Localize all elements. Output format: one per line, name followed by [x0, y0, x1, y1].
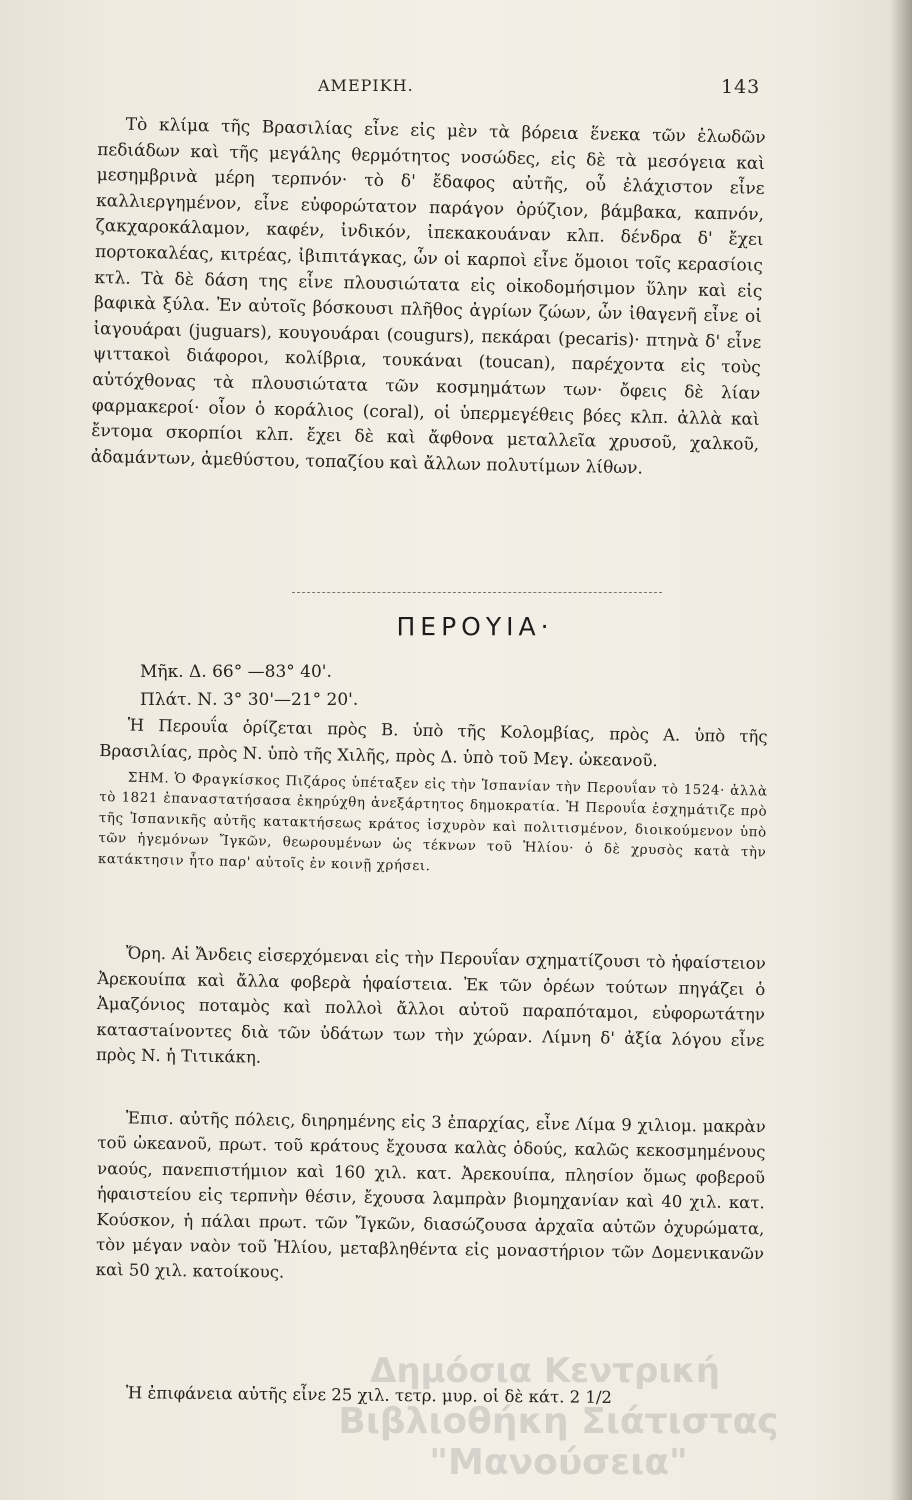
note-paragraph: ΣΗΜ. Ὁ Φραγκίσκος Πιζάρος ὑπέταξεν εἰς τὴν Ἱσπανίαν τὴν Περουΐαν τὸ 1524· ἀλλὰ τὸ 1821 ἐπαναστατήσασα ἐκηρύχθη ἀνεξάρτητος δημοκρατία. Ἡ Περουΐα ἐσχημάτιζε πρὸ τῆς Ἱσπανικῆς αὐτῆς κατακτήσεως κράτος ἰσχυρὸν καὶ πολιτισμένον, διοικούμενον ὑπὸ τῶν ἡγεμόνων Ἴγκῶν, θεωρουμένων ὡς τέκνων τοῦ Ἡλίου· ὁ δὲ χρυσὸς κατὰ τὴν κατάκτησιν ἦτο παρ' αὐτοῖς ἐν κοινῇ χρήσει.: [97, 770, 768, 874]
page-number: 143: [721, 76, 761, 98]
borders-paragraph: Ἡ Περουΐα ὁρίζεται πρὸς Β. ὑπὸ τῆς Κολομβίας, πρὸς Α. ὑπὸ τῆς Βρασιλίας, πρὸς Ν. ὑπὸ τῆς Χιλῆς, πρὸς Δ. ὑπὸ τοῦ Μεγ. ὠκεανοῦ.: [99, 715, 768, 770]
cities-section: [96, 1105, 766, 1292]
area-paragraph: Ἡ ἐπιφάνεια αὐτῆς εἶνε 25 χιλ. τετρ. μυρ. οἱ δὲ κάτ. 2 1/2: [125, 1383, 613, 1407]
historical-note: [98, 768, 768, 885]
section-title-peru: ΠΕΡΟΥΙΑ·: [396, 612, 554, 641]
brazil-climate-section: [90, 112, 765, 484]
watermark-line-2: Βιβλιοθήκη Σιάτιστας "Μανούσεια": [338, 1401, 779, 1483]
coordinates: [108, 658, 358, 714]
running-head: [0, 70, 912, 100]
running-head-title: ΑΜΕΡΙΚΗ.: [318, 76, 414, 95]
page-edge-shadow: [890, 0, 912, 1500]
watermark-line-1: Δημόσια Κεντρική: [370, 1351, 720, 1391]
section-divider: [292, 592, 662, 593]
longitude-line: Μῆκ. Δ. 66° —83° 40'.: [140, 662, 332, 682]
latitude-line: Πλάτ. Ν. 3° 30'—21° 20'.: [140, 690, 359, 710]
library-watermark: [0, 1345, 912, 1483]
cities-paragraph: Ἐπισ. αὐτῆς πόλεις, διηρημένης εἰς 3 ἐπαρχίας, εἶνε Λίμα 9 χιλιομ. μακρὰν τοῦ ὠκεανοῦ, πρωτ. τοῦ κράτους ἔχουσα καλὰς ὁδούς, καλῶς κεκοσμημένους ναούς, πανεπιστήμιον καὶ 160 χιλ. κατ. Ἀρεκουίπα, πλησίον ὅμως φοβεροῦ ἡφαιστείου εἰς τερπνὴν θέσιν, ἔχουσα λαμπρὰν βιομηχανίαν καὶ 40 χιλ. κατ. Κούσκον, ἡ πάλαι πρωτ. τῶν Ἴγκῶν, διασώζουσα ἀρχαῖα αὐτῶν ὀχυρώματα, τὸν μέγαν ναὸν τοῦ Ἡλίου, μεταβληθέντα εἰς μοναστήριον τῶν Δομενικανῶν καὶ 50 χιλ. κατοίκους.: [95, 1108, 766, 1283]
brazil-paragraph: Τὸ κλίμα τῆς Βρασιλίας εἶνε εἰς μὲν τὰ βόρεια ἕνεκα τῶν ἑλωδῶν πεδιάδων καὶ τῆς μεγάλης θερμότητος νοσώδες, εἰς δὲ τὰ μεσόγεια καὶ μεσημβρινὰ μέρη τερπνόν· τὸ δ' ἔδαφος αὐτῆς, οὗ ἐλάχιστον εἶνε καλλιεργημένον, εἶνε εὐφορώτατον παράγον ὀρύζιον, βάμβακα, καπνόν, ζακχαροκάλαμον, καφέν, ἰνδικόν, ἰπεκακουάναν κλπ. δένδρα δ' ἔχει πορτοκαλέας, κιτρέας, ἰβιπιτάγκας, ὧν οἱ καρποὶ εἶνε ὅμοιοι τοῖς κερασίοις κτλ. Τὰ δὲ δάση της εἶνε πλουσιώτατα εἰς οἰκοδομήσιμον ὕλην καὶ εἰς βαφικὰ ξύλα. Ἐν αὐτοῖς βόσκουσι πλῆθος ἀγρίων ζώων, ὧν ἰθαγενῆ εἶνε οἱ ἰαγουάραι (juguars), κουγουάραι (cougurs), πεκάραι (pecaris)· πτηνὰ δ' εἶνε ψιττακοὶ διάφοροι, κολίβρια, τουκάναι (toucan), παρέχοντα εἰς τοὺς αὐτόχθονας τὰ πλουσιώτατα τῶν κοσμημάτων των· ὄφεις δὲ λίαν φαρμακεροί· οἷον ὁ κοράλιος (coral), οἱ ὑπερμεγέθεις βόες κλπ. ἀλλὰ καὶ ἔντομα σκορπίοι κλπ. ἔχει δὲ καὶ ἄφθονα μεταλλεῖα χρυσοῦ, χαλκοῦ, ἀδαμάντων, ἀμεθύστου, τοπαζίου καὶ ἄλλων πολυτίμων λίθων.: [90, 114, 766, 479]
mountains-section: [96, 940, 766, 1079]
borders-section: [99, 712, 768, 775]
mountains-paragraph: Ὄρη. Αἱ Ἄνδεις εἰσερχόμεναι εἰς τὴν Περουΐαν σχηματίζουσι τὸ ἡφαίστειον Ἀρεκουίπα καὶ ἄλλα φοβερὰ ἡφαίστεια. Ἐκ τῶν ὀρέων τούτων πηγάζει ὁ Ἀμαζόνιος ποταμὸς καὶ πολλοὶ ἄλλοι αὐτοῦ παραπόταμοι, εὐφορωτάτην καταστaίνοντες διὰ τῶν ὑδάτων των τὴν χώραν. Λίμνη δ' ἀξία λόγου εἶνε πρὸς Ν. ἡ Τιτικάκη.: [95, 943, 766, 1068]
